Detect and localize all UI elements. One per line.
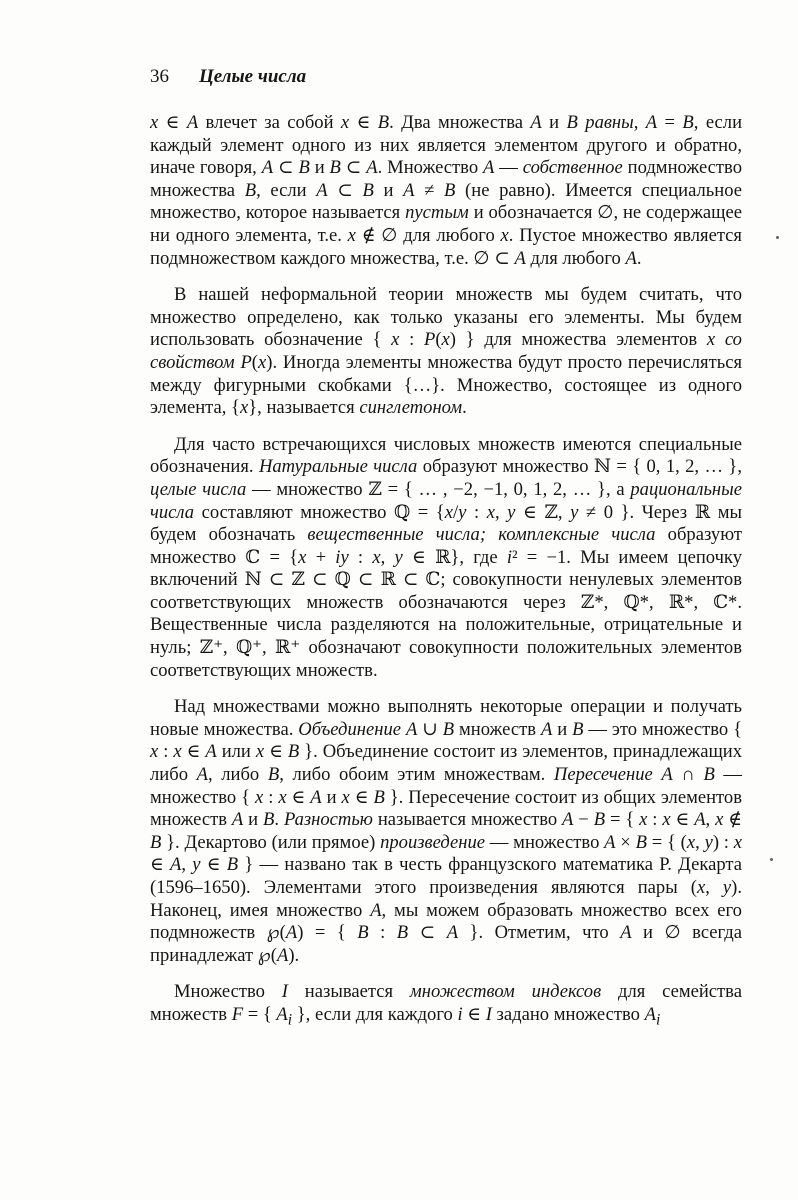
paragraph-5: Множество I называется множеством индексов для семейства множеств F = { $A_i$ }, если для каждого i ∈ I задано множество $A_i$	[150, 981, 742, 1029]
page-body	[150, 112, 742, 1032]
paragraph-4: Над множествами можно выполнять некоторые операции и получать новые множества. Объединение A ∪ B множеств A и B — это множество { x : x ∈ A или x ∈ B }. Объединение состоит из элементов, принадлежащих либо A, либо B, либо обоим этим множествам. Пересечение A ∩ B — множество { x : x ∈ A и x ∈ B }. Пересечение состоит из общих элементов множеств A и B. Разностью называется множество A − B = { x : x ∈ A, x ∉ B }. Декартово (или прямое) произведение — множество A × B = { (x, y) : x ∈ A, y ∈ B } — названо так в честь французского математика Р. Декарта (1596–1650). Элементами этого произведения являются пары (x, y). Наконец, имея множество A, мы можем образовать множество всех его подмножеств ℘(A) = { B : B ⊂ A }. Отметим, что A и ∅ всегда принадлежат ℘(A).	[150, 696, 743, 966]
scan-speck	[776, 236, 779, 239]
paragraph-2: В нашей неформальной теории множеств мы будем считать, что множество определено, как только указаны его элементы. Мы будем использовать обозначение { x : P(x) } для множества элементов x со свойством P(x). Иногда элементы множества будут просто перечисляться между фигурными скобками {…}. Множество, состоящее из одного элемента, {x}, называется синглетоном.	[150, 284, 742, 419]
paragraph-1: x ∈ A влечет за собой x ∈ B. Два множества A и B равны, A = B, если каждый элемент одного из них является элементом другого и обратно, иначе говоря, A ⊂ B и B ⊂ A. Множество A — собственное подмножество множества B, если A ⊂ B и A ≠ B (не равно). Имеется специальное множество, которое называется пустым и обозначается ∅, не содержащее ни одного элемента, т.е. x ∉ ∅ для любого x. Пустое множество является подмножеством каждого множества, т.е. ∅ ⊂ A для любого A.	[150, 112, 743, 269]
paragraph-3: Для часто встречающихся числовых множеств имеются специальные обозначения. Натуральные числа образуют множество ℕ = { 0, 1, 2, … }, целые числа — множество ℤ = { … , −2, −1, 0, 1, 2, … }, а рациональные числа составляют множество ℚ = {x/y : x, y ∈ ℤ, y ≠ 0 }. Через ℝ мы будем обозначать вещественные числа; комплексные числа образуют множество ℂ = {x + iy : x, y ∈ ℝ}, где i² = −1. Мы имеем цепочку включений ℕ ⊂ ℤ ⊂ ℚ ⊂ ℝ ⊂ ℂ; совокупности ненулевых элементов соответствующих множеств обозначаются через ℤ*, ℚ*, ℝ*, ℂ*. Вещественные числа разделяются на положительные, отрицательные и нуль; ℤ⁺, ℚ⁺, ℝ⁺ обозначают совокупности положительных элементов соответствующих множеств.	[150, 433, 743, 681]
scan-speck	[770, 858, 773, 861]
page-number: 36	[150, 66, 169, 87]
running-title: Целые числа	[199, 66, 307, 87]
page-header	[150, 66, 306, 88]
